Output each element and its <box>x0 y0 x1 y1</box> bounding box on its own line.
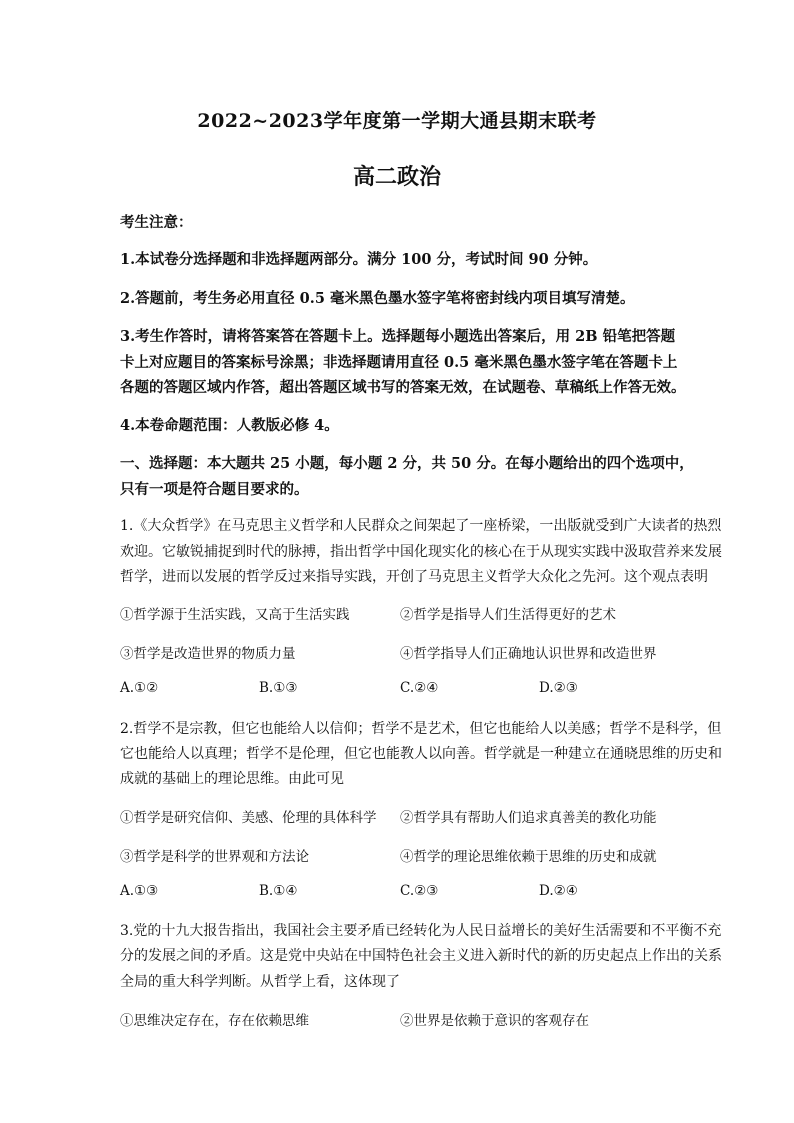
q2-line-1: 2.哲学不是宗教，但它也能给人以信仰；哲学不是艺术，但它也能给人以美感；哲学不是科学，但 <box>120 721 722 737</box>
q1-line-3: 哲学，进而以发展的哲学反过来指导实践，开创了马克思主义哲学大众化之先河。这个观点表明 <box>120 569 708 585</box>
q2-line-3: 成就的基础上的理论思维。由此可见 <box>120 771 344 787</box>
q1-line-2: 欢迎。它敏锐捕捉到时代的脉搏，指出哲学中国化现实化的核心在于从现实实践中汲取营养来发展 <box>120 544 722 560</box>
notice-item-3-cont2: 各题的答题区域内作答，超出答题区域书写的答案无效，在试题卷、草稿纸上作答无效。 <box>120 379 686 396</box>
notice-item-3: 3.考生作答时，请将答案答在答题卡上。选择题每小题选出答案后，用 2B 铅笔把答题 <box>120 328 676 345</box>
q2-statement-2: ②哲学具有帮助人们追求真善美的教化功能 <box>400 810 657 826</box>
q2-statement-3: ③哲学是科学的世界观和方法论 <box>120 849 309 865</box>
q1-statement-1: ①哲学源于生活实践，又高于生活实践 <box>120 607 350 623</box>
q1-choice-b: B.①③ <box>259 680 298 696</box>
q3-line-2: 分的发展之间的矛盾。这是党中央站在中国特色社会主义进入新时代的新的历史起点上作出的关系 <box>120 948 722 964</box>
notice-item-2: 2.答题前，考生务必用直径 0.5 毫米黑色墨水签字笔将密封线内项目填写清楚。 <box>120 290 635 307</box>
q1-statement-3: ③哲学是改造世界的物质力量 <box>120 646 296 662</box>
exam-title: 2022~2023学年度第一学期大通县期末联考 <box>197 110 597 132</box>
q2-line-2: 它也能给人以真理；哲学不是伦理，但它也能教人以向善。哲学就是一种建立在通晓思维的历史和 <box>120 746 722 762</box>
q3-line-3: 全局的重大科学判断。从哲学上看，这体现了 <box>120 974 400 990</box>
q2-statement-1: ①哲学是研究信仰、美感、伦理的具体科学 <box>120 810 377 826</box>
q2-choice-a: A.①③ <box>120 883 159 899</box>
q3-statement-1: ①思维决定存在，存在依赖思维 <box>120 1013 309 1029</box>
exam-subject: 高二政治 <box>352 164 441 190</box>
q2-statement-4: ④哲学的理论思维依赖于思维的历史和成就 <box>400 849 657 865</box>
notice-item-4: 4.本卷命题范围：人教版必修 4。 <box>120 417 339 434</box>
section-heading-cont: 只有一项是符合题目要求的。 <box>120 481 309 498</box>
notice-item-3-cont: 卡上对应题目的答案标号涂黑；非选择题请用直径 0.5 毫米黑色墨水签字笔在答题卡上 <box>120 354 678 371</box>
q2-choice-c: C.②③ <box>400 883 439 899</box>
q1-statement-4: ④哲学指导人们正确地认识世界和改造世界 <box>400 646 657 662</box>
notice-item-1: 1.本试卷分选择题和非选择题两部分。满分 100 分，考试时间 90 分钟。 <box>120 251 598 268</box>
q1-choice-c: C.②④ <box>400 680 439 696</box>
q2-choice-b: B.①④ <box>259 883 298 899</box>
q3-statement-2: ②世界是依赖于意识的客观存在 <box>400 1013 589 1029</box>
q1-choice-d: D.②③ <box>539 680 578 696</box>
q1-choice-a: A.①② <box>120 680 159 696</box>
section-heading: 一、选择题：本大题共 25 小题，每小题 2 分，共 50 分。在每小题给出的四个选项中， <box>120 455 694 472</box>
q1-statement-2: ②哲学是指导人们生活得更好的艺术 <box>400 607 616 623</box>
q2-choice-d: D.②④ <box>539 883 578 899</box>
q3-line-1: 3.党的十九大报告指出，我国社会主要矛盾已经转化为人民日益增长的美好生活需要和不平衡不充 <box>120 923 722 939</box>
q1-line-1: 1.《大众哲学》在马克思主义哲学和人民群众之间架起了一座桥梁，一出版就受到广大读者的热烈 <box>120 518 722 534</box>
notice-heading: 考生注意： <box>120 214 193 231</box>
